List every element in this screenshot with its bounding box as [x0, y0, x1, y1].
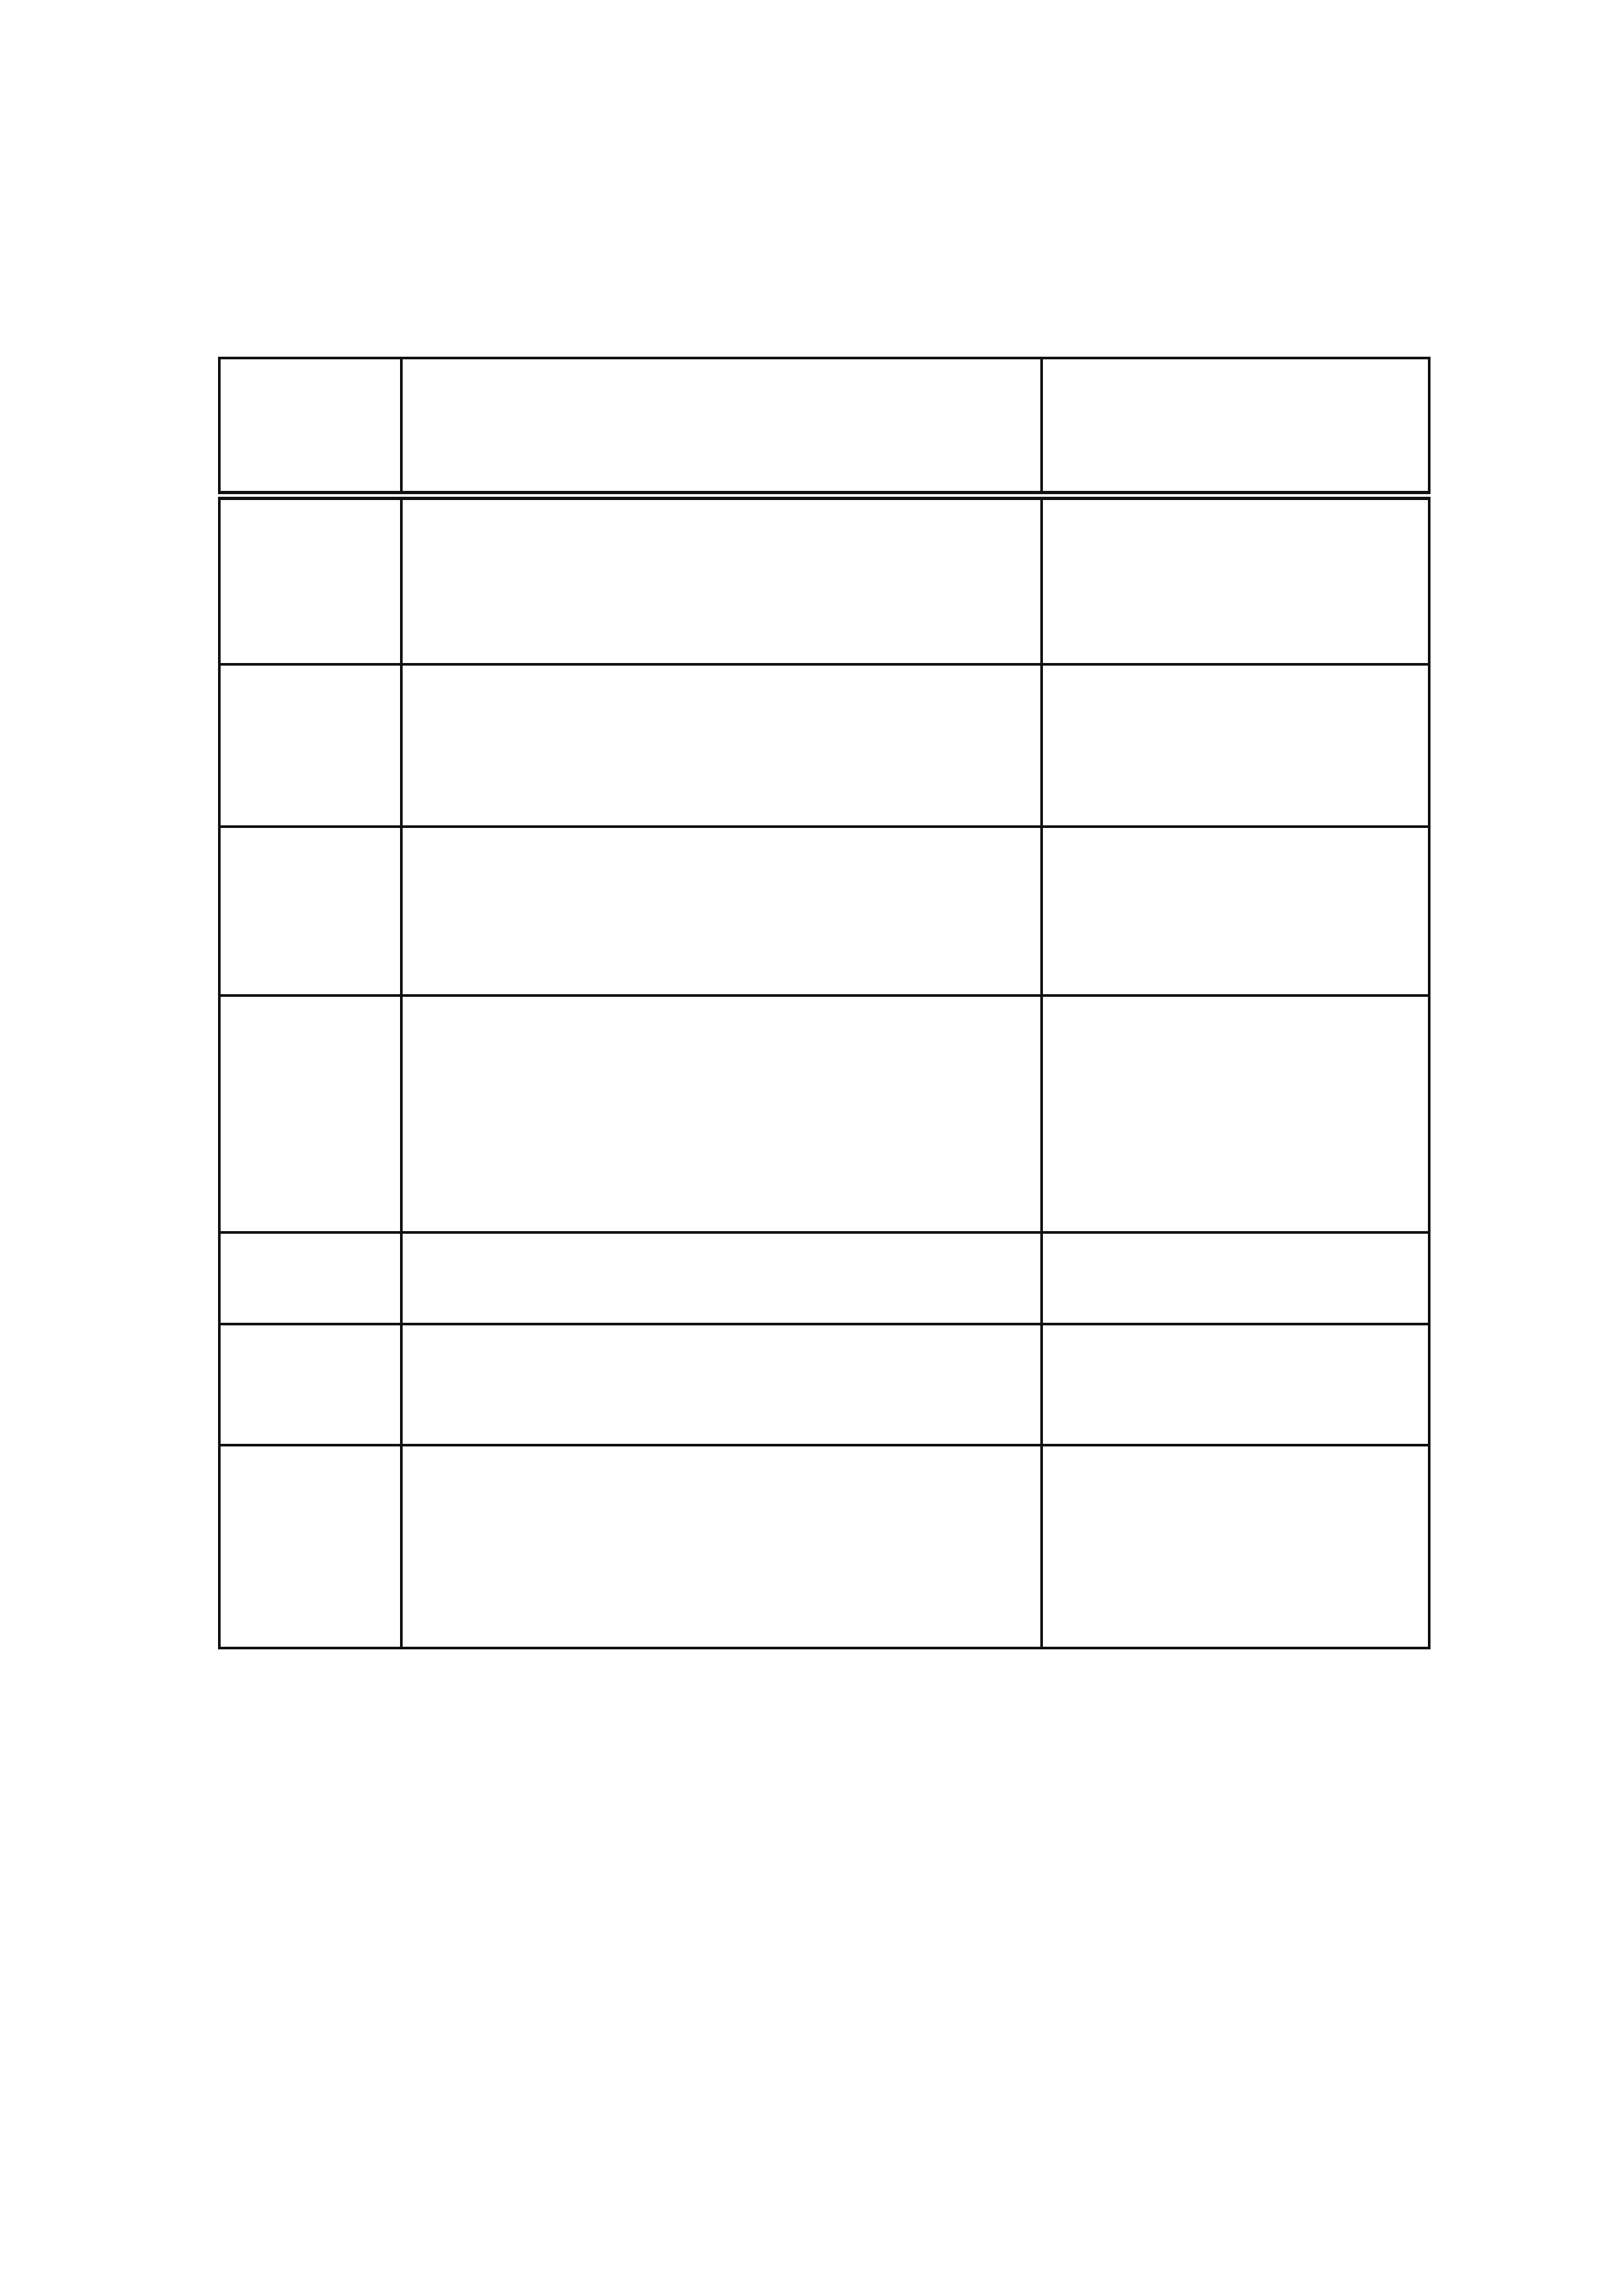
row-dimension [1042, 664, 1429, 827]
row-symbol [219, 827, 401, 996]
table-row [219, 664, 1429, 827]
row-parameter-name [401, 1232, 1042, 1324]
row-symbol [219, 996, 401, 1232]
table-header-row [219, 358, 1429, 495]
table-row [219, 1324, 1429, 1445]
table-row [219, 827, 1429, 996]
header-dimensions [1042, 358, 1429, 495]
row-parameter-name [401, 996, 1042, 1232]
row-parameter-name [401, 1445, 1042, 1648]
table-row [219, 1445, 1429, 1648]
row-symbol [219, 1445, 401, 1648]
row-dimension [1042, 1232, 1429, 1324]
row-dimension [1042, 1445, 1429, 1648]
row-dimension [1042, 996, 1429, 1232]
table-row [219, 495, 1429, 664]
table-row [219, 1232, 1429, 1324]
row-parameter-name [401, 495, 1042, 664]
table-row [219, 996, 1429, 1232]
row-dimension [1042, 827, 1429, 996]
row-parameter-name [401, 664, 1042, 827]
row-symbol [219, 1324, 401, 1445]
header-designation [219, 358, 401, 495]
row-symbol [219, 1232, 401, 1324]
row-parameter-name [401, 1324, 1042, 1445]
row-dimension [1042, 1324, 1429, 1445]
row-symbol [219, 495, 401, 664]
row-dimension [1042, 495, 1429, 664]
row-symbol [219, 664, 401, 827]
section-6-4-2 [218, 1695, 1428, 1703]
row-parameter-name [401, 827, 1042, 996]
parameters-table [218, 357, 1431, 1649]
header-parameter-name [401, 358, 1042, 495]
